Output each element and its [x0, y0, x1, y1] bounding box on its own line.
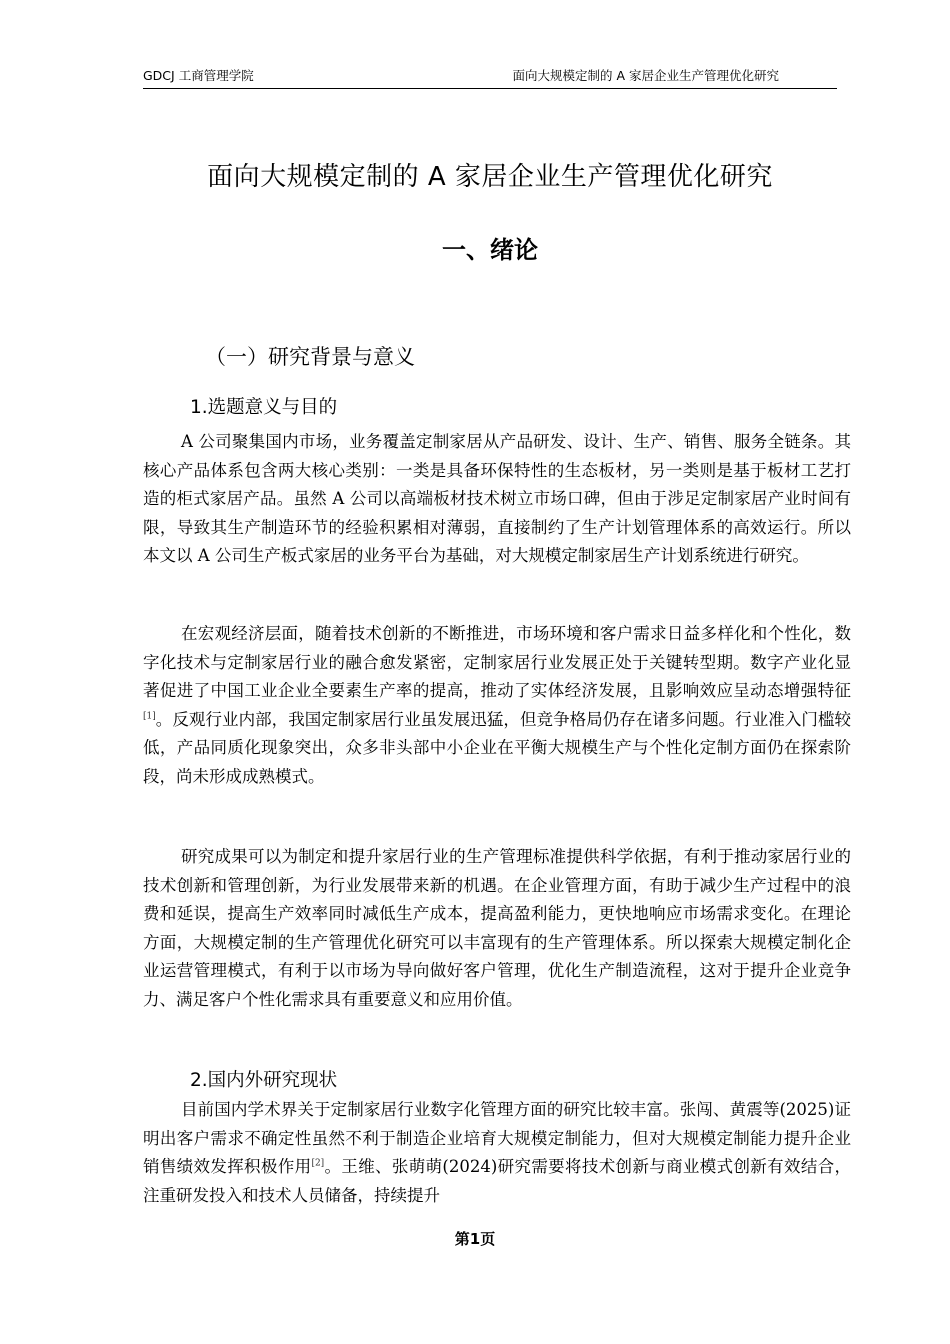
paragraph-4-text-b: 。王维、张萌萌(2024)研究需要将技术创新与商业模式创新有效结合，注重研发投入和技术人员储备，持续提升 [143, 1157, 851, 1205]
paragraph-2-text-a: 在宏观经济层面，随着技术创新的不断推进，市场环境和客户需求日益多样化和个性化，数字化技术与定制家居行业的融合愈发紧密，定制家居行业发展正处于关键转型期。数字产业化显著促进了中国工业企业全要素生产率的提高，推动了实体经济发展，且影响效应呈动态增强特征 [143, 624, 851, 700]
paragraph-2-text-b: 。反观行业内部，我国定制家居行业虽发展迅猛，但竞争格局仍存在诸多问题。行业准入门槛较低，产品同质化现象突出，众多非头部中小企业在平衡大规模生产与个性化定制方面仍在探索阶段，尚未形成成熟模式。 [143, 709, 851, 786]
header-paper-title: 面向大规模定制的 A 家居企业生产管理优化研究 [512, 68, 779, 83]
paragraph-3: 研究成果可以为制定和提升家居行业的生产管理标准提供科学依据，有利于推动家居行业的技术创新和管理创新，为行业发展带来新的机遇。在企业管理方面，有助于减少生产过程中的浪费和延误，提高生产效率同时减低生产成本，提高盈利能力，更快地响应市场需求变化。在理论方面，大规模定制的生产管理优化研究可以丰富现有的生产管理体系。所以探索大规模定制化企业运营管理模式，有利于以市场为导向做好客户管理，优化生产制造流程，这对于提升企业竞争力、满足客户个性化需求具有重要意义和应用价值。 [143, 847, 851, 1009]
running-header [143, 68, 837, 89]
header-institution: GDCJ 工商管理学院 [143, 68, 254, 83]
subsection-heading-1: 1.选题意义与目的 [190, 397, 338, 418]
section-heading: （一）研究背景与意义 [205, 345, 415, 369]
paragraph-4-text-a: 目前国内学术界关于定制家居行业数字化管理方面的研究比较丰富。张闯、黄震等(2025)证明出客户需求不确定性虽然不利于制造企业培育大规模定制能力，但对大规模定制能力提升企业销售绩效发挥积极作用 [143, 1100, 851, 1176]
subsection-heading-2: 2.国内外研究现状 [190, 1070, 338, 1091]
paragraph-2 [143, 620, 851, 791]
citation-ref-1[interactable]: [1] [143, 711, 156, 721]
paper-title: 面向大规模定制的 A 家居企业生产管理优化研究 [207, 162, 773, 192]
paragraph-1: A 公司聚集国内市场，业务覆盖定制家居从产品研发、设计、生产、销售、服务全链条。其核心产品体系包含两大核心类别：一类是具备环保特性的生态板材，另一类则是基于板材工艺打造的柜式家居产品。虽然 A 公司以高端板材技术树立市场口碑，但由于涉足定制家居产业时间有限，导致其生产制造环节的经验积累相对薄弱，直接制约了生产计划管理体系的高效运行。所以本文以 A 公司生产板式家居的业务平台为基础，对大规模定制家居生产计划系统进行研究。 [143, 432, 851, 565]
citation-ref-2[interactable]: [2] [311, 1158, 325, 1169]
chapter-heading: 一、绪论 [442, 236, 538, 264]
paragraph-4 [143, 1096, 851, 1210]
page-number: 第1页 [454, 1230, 496, 1248]
